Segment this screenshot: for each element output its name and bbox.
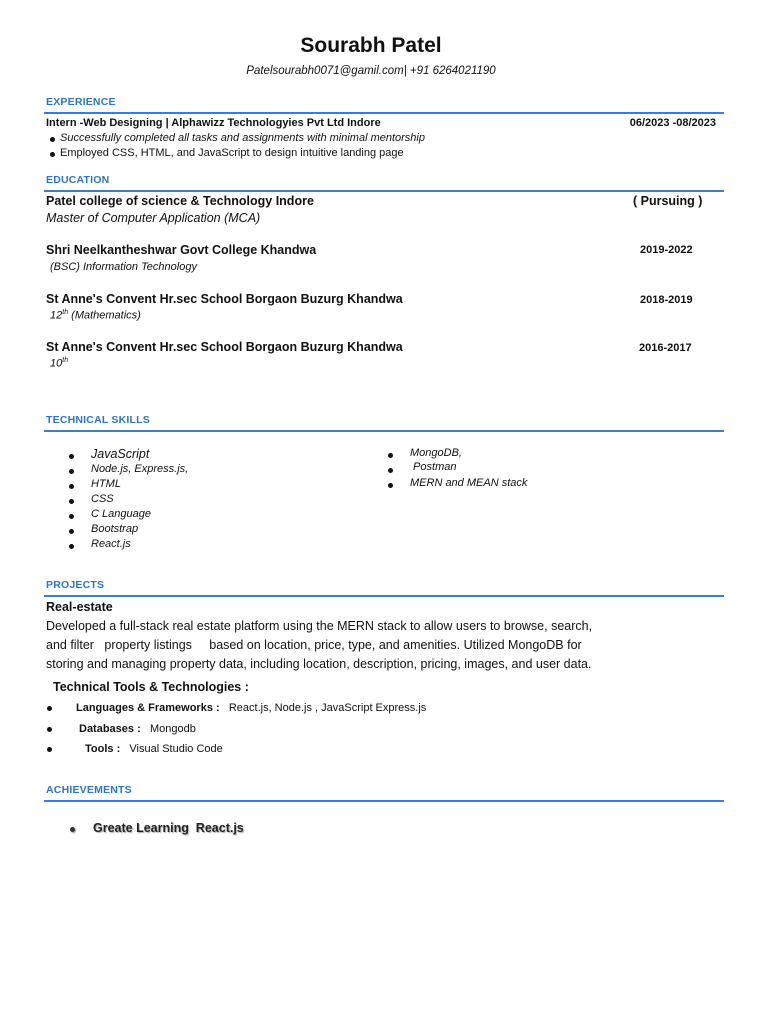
project-description-line: storing and managing property data, including location, description, pricing, images, and user data.: [46, 657, 592, 671]
education-date: 2019-2022: [640, 244, 693, 256]
skills-heading: TECHNICAL SKILLS: [46, 414, 150, 426]
skills-divider: [44, 430, 724, 432]
bullet-icon: [70, 827, 75, 832]
bullet-icon: [50, 152, 55, 157]
skill-item: HTML: [91, 478, 121, 490]
bullet-icon: [69, 514, 74, 519]
tools-heading: Technical Tools & Technologies :: [53, 680, 249, 694]
tools-row: Databases : Mongodb: [79, 723, 196, 735]
experience-role: Intern -Web Designing | Alphawizz Technologyies Pvt Ltd Indore: [46, 117, 381, 129]
bullet-icon: [388, 453, 393, 458]
experience-point: Successfully completed all tasks and assignments with minimal mentorship: [60, 132, 425, 144]
projects-divider: [44, 595, 724, 597]
experience-point: Employed CSS, HTML, and JavaScript to design intuitive landing page: [60, 147, 404, 159]
skill-item: CSS: [91, 493, 114, 505]
education-date: 2016-2017: [639, 342, 692, 354]
candidate-name: Sourabh Patel: [300, 34, 442, 57]
education-date: ( Pursuing ): [633, 194, 703, 208]
skill-item: C Language: [91, 508, 151, 520]
project-name: Real-estate: [46, 600, 113, 614]
tools-row: Tools : Visual Studio Code: [85, 743, 223, 755]
bullet-icon: [47, 747, 52, 752]
education-date: 2018-2019: [640, 294, 693, 306]
experience-heading: EXPERIENCE: [46, 96, 116, 108]
achievement-item: Greate Learning React.js: [93, 821, 244, 835]
skill-item: Node.js, Express.js,: [91, 463, 189, 475]
skill-item: Postman: [410, 461, 457, 473]
bullet-icon: [388, 483, 393, 488]
bullet-icon: [388, 468, 393, 473]
bullet-icon: [69, 469, 74, 474]
education-degree: 12th (Mathematics): [50, 309, 141, 322]
education-divider: [44, 190, 724, 192]
bullet-icon: [69, 544, 74, 549]
achievements-heading: ACHIEVEMENTS: [46, 784, 132, 796]
project-description-line: Developed a full-stack real estate platform using the MERN stack to allow users to browse, search,: [46, 619, 593, 633]
tools-row: Languages & Frameworks : React.js, Node.js , JavaScript Express.js: [76, 702, 427, 714]
skill-item: React.js: [91, 538, 131, 550]
project-description-line: and filter property listings based on location, price, type, and amenities. Utilized MongoDB for: [46, 638, 582, 652]
skill-item: JavaScript: [91, 447, 150, 461]
contact-line: Patelsourabh0071@gamil.com| +91 6264021190: [246, 65, 496, 77]
education-heading: EDUCATION: [46, 174, 110, 186]
education-school: St Anne's Convent Hr.sec School Borgaon Buzurg Khandwa: [46, 340, 403, 354]
bullet-icon: [47, 727, 52, 732]
skill-item: MongoDB,: [410, 447, 462, 459]
achievements-divider: [44, 800, 724, 802]
skill-item: Bootstrap: [91, 523, 139, 535]
bullet-icon: [47, 706, 52, 711]
education-school: St Anne's Convent Hr.sec School Borgaon Buzurg Khandwa: [46, 292, 403, 306]
bullet-icon: [69, 529, 74, 534]
education-school: Shri Neelkantheshwar Govt College Khandwa: [46, 243, 317, 257]
bullet-icon: [69, 454, 74, 459]
experience-dates: 06/2023 -08/2023: [629, 117, 716, 129]
projects-heading: PROJECTS: [46, 579, 105, 591]
bullet-icon: [69, 484, 74, 489]
education-school: Patel college of science & Technology Indore: [46, 194, 314, 208]
education-degree: 10th: [50, 357, 69, 370]
education-degree: (BSC) Information Technology: [50, 261, 197, 273]
bullet-icon: [69, 499, 74, 504]
education-degree: Master of Computer Application (MCA): [46, 211, 261, 225]
experience-divider: [44, 112, 724, 114]
bullet-icon: [50, 137, 55, 142]
skill-item: MERN and MEAN stack: [410, 477, 528, 489]
